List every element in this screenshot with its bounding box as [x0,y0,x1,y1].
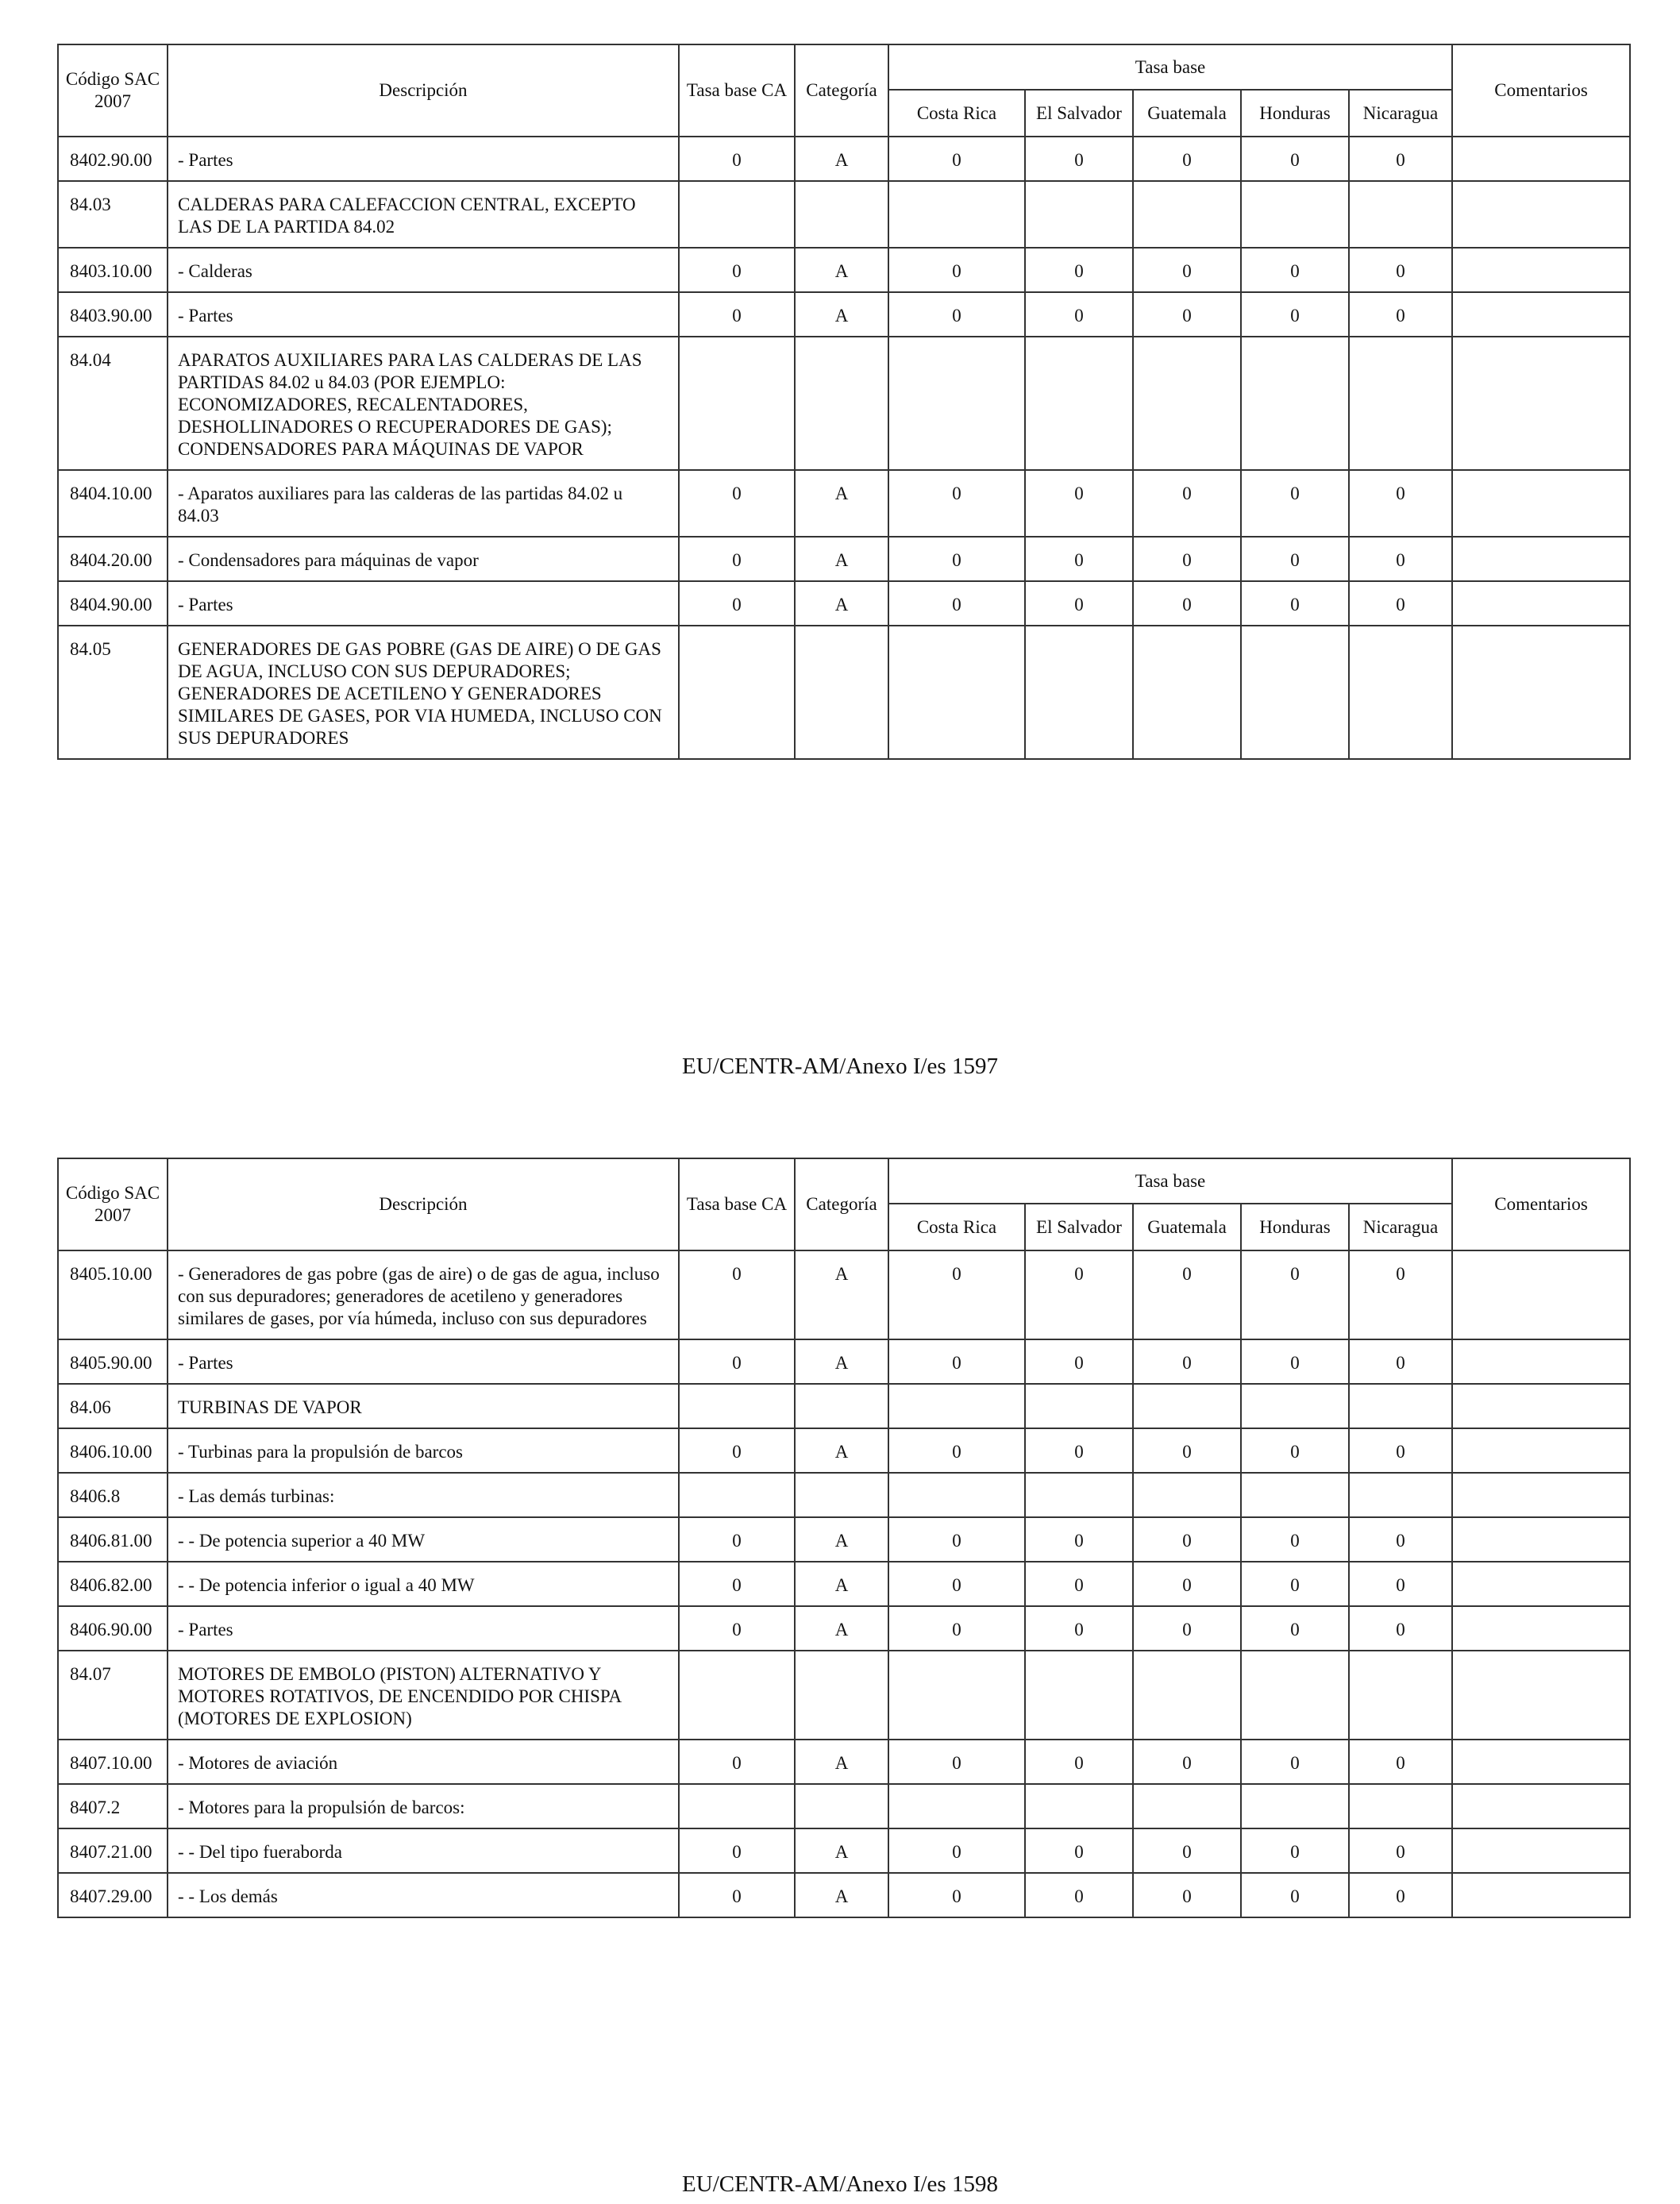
cell-el-salvador: 0 [1025,537,1133,581]
cell-nicaragua: 0 [1349,248,1452,292]
cell-nicaragua: 0 [1349,1250,1452,1339]
cell-comments [1452,1428,1630,1473]
cell-category: A [795,137,888,181]
header-costa-rica: Costa Rica [888,1204,1025,1250]
cell-guatemala [1133,337,1241,470]
header-el-salvador: El Salvador [1025,90,1133,137]
cell-guatemala [1133,626,1241,759]
cell-base-rate-ca [679,1384,795,1428]
cell-comments [1452,1740,1630,1784]
cell-description: - Aparatos auxiliares para las calderas de las partidas 84.02 u 84.03 [168,470,679,537]
cell-guatemala: 0 [1133,1428,1241,1473]
cell-el-salvador [1025,1784,1133,1828]
cell-code: 8402.90.00 [58,137,168,181]
cell-comments [1452,1517,1630,1562]
cell-code: 8406.81.00 [58,1517,168,1562]
header-costa-rica: Costa Rica [888,90,1025,137]
cell-category [795,337,888,470]
header-base-rate: Tasa base [888,44,1452,90]
header-description: Descripción [168,44,679,137]
cell-category: A [795,470,888,537]
cell-costa-rica: 0 [888,1517,1025,1562]
cell-description: - Generadores de gas pobre (gas de aire) o de gas de agua, incluso con sus depuradores; generadores de acetileno y generadores similares de gases, por vía húmeda, incluso con sus depuradores [168,1250,679,1339]
cell-base-rate-ca [679,626,795,759]
table-row [58,337,1630,470]
cell-code: 8406.8 [58,1473,168,1517]
cell-guatemala: 0 [1133,1562,1241,1606]
cell-honduras [1241,337,1349,470]
cell-comments [1452,1828,1630,1873]
cell-code: 8407.10.00 [58,1740,168,1784]
header-nicaragua: Nicaragua [1349,90,1452,137]
cell-base-rate-ca: 0 [679,1828,795,1873]
cell-honduras: 0 [1241,1339,1349,1384]
cell-category: A [795,1517,888,1562]
table-row [58,248,1630,292]
cell-comments [1452,181,1630,248]
cell-honduras [1241,1651,1349,1740]
cell-nicaragua: 0 [1349,1606,1452,1651]
header-category: Categoría [795,44,888,137]
cell-comments [1452,1384,1630,1428]
cell-el-salvador [1025,1651,1133,1740]
cell-el-salvador: 0 [1025,470,1133,537]
header-comments: Comentarios [1452,44,1630,137]
cell-guatemala: 0 [1133,1339,1241,1384]
cell-category: A [795,537,888,581]
cell-code: 8407.2 [58,1784,168,1828]
cell-honduras: 0 [1241,292,1349,337]
cell-category [795,1384,888,1428]
cell-guatemala [1133,1384,1241,1428]
cell-el-salvador: 0 [1025,1428,1133,1473]
cell-costa-rica: 0 [888,537,1025,581]
cell-nicaragua [1349,1651,1452,1740]
cell-base-rate-ca: 0 [679,1606,795,1651]
cell-description: - Calderas [168,248,679,292]
cell-costa-rica [888,181,1025,248]
cell-category: A [795,1606,888,1651]
cell-description: - Partes [168,1339,679,1384]
cell-description: - - De potencia superior a 40 MW [168,1517,679,1562]
cell-code: 84.06 [58,1384,168,1428]
cell-code: 8406.10.00 [58,1428,168,1473]
table-row [58,1428,1630,1473]
header-base-rate-ca: Tasa base CA [679,44,795,137]
cell-category: A [795,1873,888,1917]
cell-el-salvador: 0 [1025,1828,1133,1873]
table-row [58,1740,1630,1784]
table-row [58,1651,1630,1740]
table-row [58,1339,1630,1384]
cell-description: - Condensadores para máquinas de vapor [168,537,679,581]
cell-guatemala [1133,1651,1241,1740]
cell-comments [1452,337,1630,470]
cell-description: TURBINAS DE VAPOR [168,1384,679,1428]
cell-guatemala: 0 [1133,1606,1241,1651]
cell-code: 8405.90.00 [58,1339,168,1384]
cell-comments [1452,1473,1630,1517]
cell-description: - Las demás turbinas: [168,1473,679,1517]
header-el-salvador: El Salvador [1025,1204,1133,1250]
cell-costa-rica [888,1384,1025,1428]
cell-description: - Turbinas para la propulsión de barcos [168,1428,679,1473]
cell-category [795,1473,888,1517]
cell-costa-rica: 0 [888,248,1025,292]
cell-nicaragua: 0 [1349,1517,1452,1562]
cell-base-rate-ca: 0 [679,1250,795,1339]
cell-description: - - Los demás [168,1873,679,1917]
cell-category [795,181,888,248]
cell-honduras: 0 [1241,1606,1349,1651]
cell-base-rate-ca: 0 [679,537,795,581]
cell-guatemala: 0 [1133,292,1241,337]
cell-comments [1452,1562,1630,1606]
cell-code: 84.03 [58,181,168,248]
cell-category: A [795,1428,888,1473]
cell-description: - Partes [168,581,679,626]
tariff-table-page-1597 [57,44,1631,760]
cell-honduras: 0 [1241,470,1349,537]
cell-comments [1452,1606,1630,1651]
cell-guatemala: 0 [1133,470,1241,537]
cell-el-salvador [1025,1473,1133,1517]
cell-description: - Partes [168,1606,679,1651]
cell-category: A [795,1250,888,1339]
table-row [58,1828,1630,1873]
cell-comments [1452,626,1630,759]
table-row [58,1473,1630,1517]
cell-base-rate-ca: 0 [679,292,795,337]
cell-honduras: 0 [1241,581,1349,626]
cell-el-salvador: 0 [1025,248,1133,292]
cell-costa-rica: 0 [888,470,1025,537]
cell-nicaragua: 0 [1349,1828,1452,1873]
cell-guatemala: 0 [1133,248,1241,292]
cell-code: 8406.90.00 [58,1606,168,1651]
header-guatemala: Guatemala [1133,1204,1241,1250]
cell-guatemala: 0 [1133,1828,1241,1873]
cell-comments [1452,1250,1630,1339]
cell-nicaragua: 0 [1349,137,1452,181]
cell-base-rate-ca [679,337,795,470]
cell-costa-rica: 0 [888,1562,1025,1606]
cell-costa-rica [888,1651,1025,1740]
cell-honduras: 0 [1241,1740,1349,1784]
table-row [58,181,1630,248]
cell-honduras: 0 [1241,137,1349,181]
cell-comments [1452,248,1630,292]
cell-nicaragua: 0 [1349,581,1452,626]
cell-code: 8404.20.00 [58,537,168,581]
header-code: Código SAC 2007 [58,44,168,137]
cell-guatemala [1133,1473,1241,1517]
cell-nicaragua: 0 [1349,1339,1452,1384]
page-footer: EU/CENTR-AM/Anexo I/es 1598 [682,2171,998,2197]
table-header [58,44,1630,137]
cell-code: 84.04 [58,337,168,470]
table-row [58,537,1630,581]
cell-base-rate-ca: 0 [679,581,795,626]
cell-el-salvador: 0 [1025,1250,1133,1339]
header-category: Categoría [795,1158,888,1250]
cell-base-rate-ca: 0 [679,1740,795,1784]
cell-guatemala: 0 [1133,581,1241,626]
cell-honduras [1241,181,1349,248]
cell-description: - Motores para la propulsión de barcos: [168,1784,679,1828]
cell-nicaragua: 0 [1349,1428,1452,1473]
cell-comments [1452,292,1630,337]
cell-nicaragua [1349,1384,1452,1428]
cell-el-salvador: 0 [1025,1517,1133,1562]
cell-costa-rica: 0 [888,1428,1025,1473]
cell-description: - Partes [168,292,679,337]
cell-honduras: 0 [1241,1250,1349,1339]
cell-costa-rica [888,337,1025,470]
cell-description: GENERADORES DE GAS POBRE (GAS DE AIRE) O DE GAS DE AGUA, INCLUSO CON SUS DEPURADORES; GENERADORES DE ACETILENO Y GENERADORES SIMILARES DE GASES, POR VIA HUMEDA, INCLUSO CON SUS DEPURADORES [168,626,679,759]
header-honduras: Honduras [1241,1204,1349,1250]
cell-base-rate-ca: 0 [679,470,795,537]
cell-code: 84.05 [58,626,168,759]
table-row [58,1873,1630,1917]
header-description: Descripción [168,1158,679,1250]
cell-comments [1452,1339,1630,1384]
cell-category: A [795,581,888,626]
cell-el-salvador: 0 [1025,1740,1133,1784]
cell-nicaragua: 0 [1349,292,1452,337]
page-footer: EU/CENTR-AM/Anexo I/es 1597 [682,1054,998,1079]
cell-honduras: 0 [1241,1828,1349,1873]
cell-comments [1452,581,1630,626]
cell-el-salvador [1025,626,1133,759]
cell-description: CALDERAS PARA CALEFACCION CENTRAL, EXCEPTO LAS DE LA PARTIDA 84.02 [168,181,679,248]
table-header [58,1158,1630,1250]
cell-el-salvador [1025,1384,1133,1428]
cell-category [795,1784,888,1828]
cell-costa-rica: 0 [888,1740,1025,1784]
table-row [58,1384,1630,1428]
header-comments: Comentarios [1452,1158,1630,1250]
cell-nicaragua [1349,337,1452,470]
cell-comments [1452,1651,1630,1740]
cell-comments [1452,137,1630,181]
cell-code: 8407.21.00 [58,1828,168,1873]
cell-base-rate-ca: 0 [679,1562,795,1606]
cell-honduras: 0 [1241,1517,1349,1562]
table-body [58,1250,1630,1917]
cell-category: A [795,292,888,337]
cell-description: APARATOS AUXILIARES PARA LAS CALDERAS DE LAS PARTIDAS 84.02 u 84.03 (POR EJEMPLO: ECONOMIZADORES, RECALENTADORES, DESHOLLINADORES O RECUPERADORES DE GAS); CONDENSADORES PARA MÁQUINAS DE VAPOR [168,337,679,470]
cell-el-salvador: 0 [1025,1339,1133,1384]
cell-el-salvador: 0 [1025,292,1133,337]
cell-el-salvador: 0 [1025,581,1133,626]
cell-category: A [795,1828,888,1873]
cell-base-rate-ca [679,181,795,248]
table-row [58,1562,1630,1606]
cell-guatemala: 0 [1133,1250,1241,1339]
cell-costa-rica: 0 [888,137,1025,181]
cell-honduras: 0 [1241,1562,1349,1606]
header-code: Código SAC 2007 [58,1158,168,1250]
cell-base-rate-ca [679,1473,795,1517]
cell-comments [1452,1873,1630,1917]
cell-comments [1452,537,1630,581]
cell-guatemala: 0 [1133,1740,1241,1784]
cell-costa-rica [888,1473,1025,1517]
cell-base-rate-ca: 0 [679,1428,795,1473]
cell-costa-rica: 0 [888,1339,1025,1384]
cell-base-rate-ca: 0 [679,248,795,292]
cell-description: MOTORES DE EMBOLO (PISTON) ALTERNATIVO Y MOTORES ROTATIVOS, DE ENCENDIDO POR CHISPA (MOTORES DE EXPLOSION) [168,1651,679,1740]
cell-costa-rica: 0 [888,292,1025,337]
cell-costa-rica: 0 [888,1606,1025,1651]
cell-code: 8406.82.00 [58,1562,168,1606]
cell-code: 8405.10.00 [58,1250,168,1339]
cell-nicaragua [1349,1473,1452,1517]
cell-guatemala [1133,181,1241,248]
cell-guatemala [1133,1784,1241,1828]
header-nicaragua: Nicaragua [1349,1204,1452,1250]
table-row [58,470,1630,537]
table-row [58,1250,1630,1339]
table-row [58,292,1630,337]
tariff-table-page-1598 [57,1158,1631,1918]
header-base-rate-ca: Tasa base CA [679,1158,795,1250]
cell-el-salvador [1025,337,1133,470]
cell-honduras [1241,1473,1349,1517]
cell-costa-rica [888,1784,1025,1828]
cell-costa-rica: 0 [888,581,1025,626]
cell-category: A [795,1562,888,1606]
cell-honduras: 0 [1241,1873,1349,1917]
table-row [58,137,1630,181]
cell-base-rate-ca: 0 [679,137,795,181]
header-guatemala: Guatemala [1133,90,1241,137]
cell-guatemala: 0 [1133,1517,1241,1562]
cell-base-rate-ca: 0 [679,1339,795,1384]
cell-costa-rica: 0 [888,1250,1025,1339]
cell-comments [1452,1784,1630,1828]
cell-comments [1452,470,1630,537]
cell-guatemala: 0 [1133,1873,1241,1917]
cell-nicaragua: 0 [1349,537,1452,581]
table-body [58,137,1630,759]
cell-code: 8403.10.00 [58,248,168,292]
cell-el-salvador: 0 [1025,1606,1133,1651]
cell-honduras: 0 [1241,537,1349,581]
cell-el-salvador: 0 [1025,1562,1133,1606]
cell-description: - - De potencia inferior o igual a 40 MW [168,1562,679,1606]
cell-base-rate-ca: 0 [679,1873,795,1917]
cell-nicaragua: 0 [1349,470,1452,537]
table-row [58,1606,1630,1651]
cell-description: - Partes [168,137,679,181]
table-row [58,1784,1630,1828]
cell-code: 8403.90.00 [58,292,168,337]
cell-honduras [1241,1384,1349,1428]
table-row [58,626,1630,759]
cell-costa-rica: 0 [888,1873,1025,1917]
cell-base-rate-ca [679,1651,795,1740]
cell-code: 8404.90.00 [58,581,168,626]
cell-nicaragua [1349,1784,1452,1828]
cell-costa-rica: 0 [888,1828,1025,1873]
table-row [58,581,1630,626]
cell-guatemala: 0 [1133,537,1241,581]
cell-el-salvador [1025,181,1133,248]
header-base-rate: Tasa base [888,1158,1452,1204]
cell-category: A [795,248,888,292]
cell-honduras [1241,626,1349,759]
table-row [58,1517,1630,1562]
cell-nicaragua: 0 [1349,1873,1452,1917]
cell-nicaragua [1349,626,1452,759]
cell-nicaragua [1349,181,1452,248]
cell-base-rate-ca [679,1784,795,1828]
cell-honduras: 0 [1241,1428,1349,1473]
cell-el-salvador: 0 [1025,137,1133,181]
cell-code: 8404.10.00 [58,470,168,537]
cell-nicaragua: 0 [1349,1562,1452,1606]
cell-category: A [795,1740,888,1784]
cell-honduras: 0 [1241,248,1349,292]
cell-honduras [1241,1784,1349,1828]
cell-code: 8407.29.00 [58,1873,168,1917]
cell-costa-rica [888,626,1025,759]
cell-description: - Motores de aviación [168,1740,679,1784]
cell-description: - - Del tipo fueraborda [168,1828,679,1873]
cell-category [795,626,888,759]
cell-category: A [795,1339,888,1384]
cell-el-salvador: 0 [1025,1873,1133,1917]
header-honduras: Honduras [1241,90,1349,137]
cell-category [795,1651,888,1740]
cell-code: 84.07 [58,1651,168,1740]
cell-guatemala: 0 [1133,137,1241,181]
cell-nicaragua: 0 [1349,1740,1452,1784]
cell-base-rate-ca: 0 [679,1517,795,1562]
